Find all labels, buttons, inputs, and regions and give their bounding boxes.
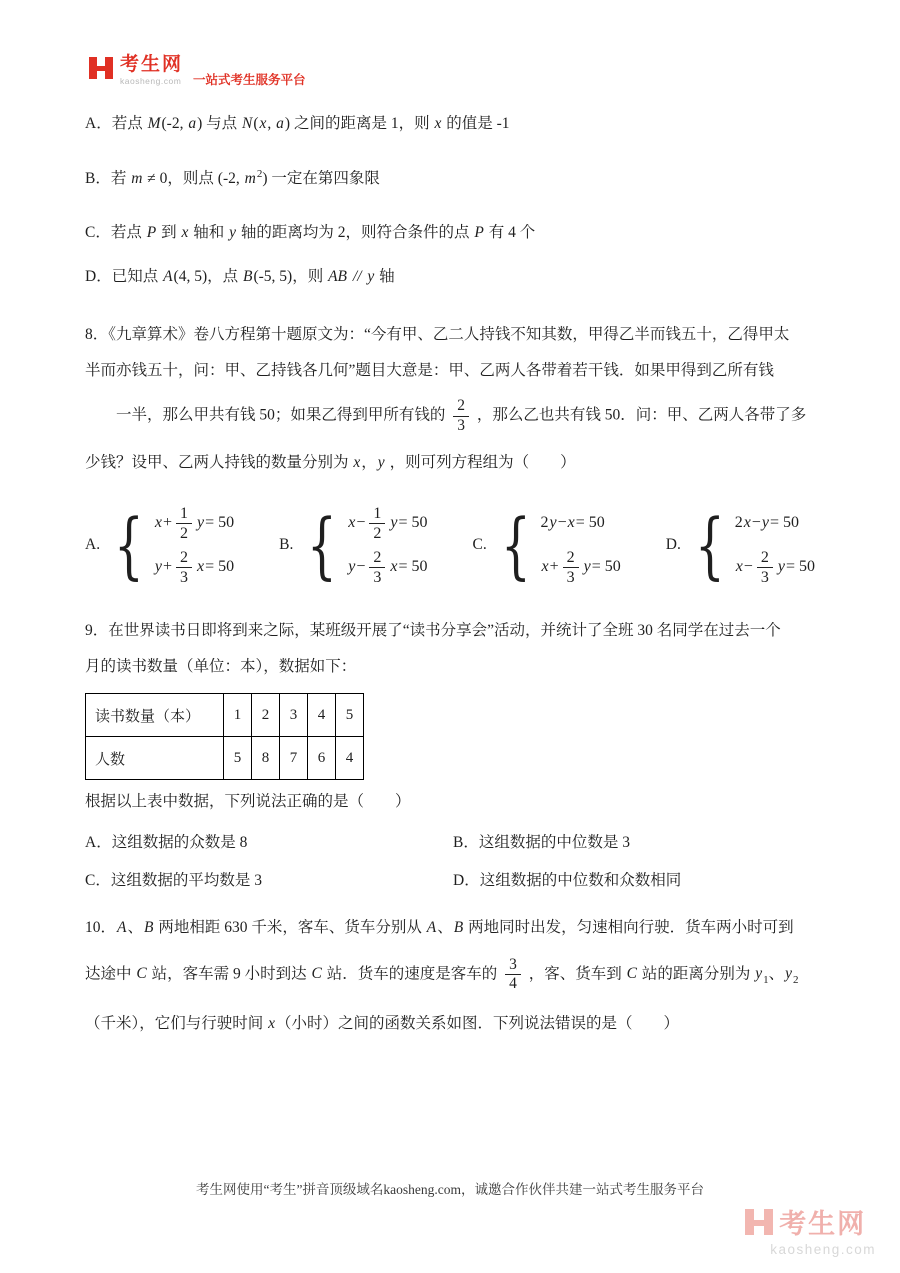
fraction <box>757 548 773 587</box>
math-var: C <box>136 965 147 983</box>
text-run: 9．在世界读书日即将到来之际，某班级开展了“读书分享会”活动，并统计了全班 30 名同学在过去一个 <box>85 622 781 640</box>
brace-icon <box>114 509 144 581</box>
fraction-denominator: 3 <box>566 568 575 586</box>
kaosheng-watermark-icon <box>744 1207 774 1237</box>
math-var: y <box>154 558 162 576</box>
math-var: y <box>761 514 769 532</box>
text-run: − <box>356 514 366 532</box>
option-line-b <box>85 166 815 191</box>
text-run: C．若点 <box>85 224 146 242</box>
text-run: = 50 <box>785 558 815 576</box>
text-run: 的值是 -1 <box>442 115 510 132</box>
fraction-numerator: 2 <box>563 548 579 568</box>
text-run: ) 之间的距离是 1，则 <box>284 115 434 132</box>
option-a: A．这组数据的众数是 8 <box>85 833 248 851</box>
math-var: y <box>229 224 236 242</box>
text-run: 10． <box>85 918 117 936</box>
text-run: = 50 <box>205 514 235 532</box>
subscript: 2 <box>793 973 799 986</box>
text-run: 达途中 <box>85 965 136 983</box>
text-run: 2 <box>734 514 743 532</box>
math-var: y <box>390 514 398 532</box>
question-8-line <box>85 323 815 347</box>
equation-column <box>154 501 234 589</box>
text-run: ) 与点 <box>197 115 241 132</box>
math-var: C <box>311 965 322 983</box>
icon-part <box>105 57 113 79</box>
text-run: 一半，那么甲共有钱 50；如果乙得到甲所有钱的 <box>85 406 450 424</box>
math-var: a <box>276 115 284 132</box>
text-run: ， <box>361 454 377 472</box>
text-run: = 50 <box>769 514 799 532</box>
fraction-numerator: 2 <box>176 548 192 568</box>
equation-column <box>541 501 621 589</box>
math-var: x <box>434 115 442 132</box>
math-var: x <box>567 514 575 532</box>
option-row <box>85 830 815 852</box>
math-var: x <box>154 514 162 532</box>
math-var: x <box>541 558 549 576</box>
text-run: 轴和 <box>189 224 229 242</box>
fraction <box>369 504 385 543</box>
fraction <box>453 397 469 435</box>
math-var: A <box>426 918 437 936</box>
table-cell: 4 <box>336 737 364 780</box>
table-cell: 1 <box>224 694 252 737</box>
table-cell: 5 <box>336 694 364 737</box>
watermark-row <box>744 1202 876 1241</box>
fraction-denominator: 3 <box>180 568 189 586</box>
fraction-denominator: 2 <box>180 524 189 542</box>
fraction <box>369 548 385 587</box>
kaosheng-logo-icon <box>88 55 114 81</box>
text-run: 到 <box>157 224 181 242</box>
math-var: x <box>259 115 267 132</box>
system-label: A. <box>85 536 101 554</box>
fraction-numerator: 2 <box>757 548 773 568</box>
text-run: (-2, <box>161 115 188 132</box>
question-9-prompt: 根据以上表中数据，下列说法正确的是（ ） <box>85 793 411 811</box>
math-var: y <box>348 558 356 576</box>
page-footer: 考生网使用“考生”拼音顶级域名kaosheng.com，诚邀合作伙伴共建一站式考生服务平台 <box>195 1182 705 1197</box>
math-var: A <box>163 268 173 286</box>
text-run: B．若 <box>85 170 131 188</box>
math-var: P <box>146 224 157 242</box>
math-var: y <box>785 965 793 983</box>
text-run: （小时）之间的函数关系如图．下列说法错误的是（ ） <box>276 1014 680 1032</box>
equation-column <box>347 501 427 589</box>
logo-brand: 考生网 <box>120 54 184 75</box>
text-run: ，则可列方程组为（ ） <box>385 454 576 472</box>
text-run: 2 <box>540 514 549 532</box>
table-row <box>86 694 364 737</box>
question-10-line <box>85 956 815 994</box>
text-run: 两地同时出发，匀速相向行驶．货车两小时可到 <box>464 918 794 936</box>
text-run: , <box>267 115 276 132</box>
text-run: ≠ 0，则点 (-2, <box>143 170 244 188</box>
question-10-line <box>85 916 815 940</box>
fraction-denominator: 3 <box>457 416 466 434</box>
system-label: C. <box>472 536 487 554</box>
table-cell: 读书数量（本） <box>86 694 224 737</box>
table-cell: 4 <box>308 694 336 737</box>
math-var: x <box>390 558 398 576</box>
brace-icon <box>501 509 531 581</box>
math-var: y <box>755 965 763 983</box>
text-run: ，那么乙也共有钱 50．问：甲、乙两人各带了多 <box>473 406 807 424</box>
fraction-numerator: 2 <box>369 548 385 568</box>
question-8-line <box>85 359 815 383</box>
table-cell: 人数 <box>86 737 224 780</box>
equation-system-a <box>85 501 234 589</box>
logo-domain: kaosheng.com <box>120 75 182 86</box>
icon-part <box>754 1220 764 1226</box>
brace-icon <box>307 509 337 581</box>
fraction-denominator: 2 <box>373 524 382 542</box>
text-run: = 50 <box>398 514 428 532</box>
math-var: x <box>353 454 361 472</box>
option-b: B．这组数据的中位数是 3 <box>453 833 630 851</box>
math-var: x <box>197 558 205 576</box>
equation-system-b <box>279 501 427 589</box>
math-var: y <box>549 514 557 532</box>
fraction <box>563 548 579 587</box>
icon-part <box>764 1209 773 1235</box>
math-var: y <box>197 514 205 532</box>
question-10-line <box>85 1012 815 1036</box>
fraction <box>505 956 521 994</box>
system-label: B. <box>279 536 294 554</box>
math-var: y <box>367 268 375 286</box>
kaosheng-watermark <box>744 1202 876 1257</box>
math-var: A <box>117 918 127 936</box>
text-run: ，客、货车到 <box>524 965 626 983</box>
fraction-numerator: 2 <box>453 397 469 417</box>
question-8-line <box>85 451 815 475</box>
text-run: 有 4 个 <box>484 224 536 242</box>
text-run: − <box>743 558 753 576</box>
equation <box>735 545 815 589</box>
math-var: x <box>348 514 356 532</box>
text-run: − <box>557 514 567 532</box>
text-run: ( <box>253 115 259 132</box>
equation-system-c <box>472 501 620 589</box>
table-row <box>86 737 364 780</box>
math-var: B <box>453 918 464 936</box>
math-var: N <box>242 115 253 132</box>
option-line-d <box>85 265 815 289</box>
fraction-numerator: 1 <box>369 504 385 524</box>
math-var: y <box>377 454 385 472</box>
math-var: P <box>474 224 484 242</box>
table-cell: 5 <box>224 737 252 780</box>
text-run: D．已知点 <box>85 268 163 286</box>
equation <box>735 501 815 545</box>
text-run: 、 <box>127 918 143 936</box>
table-cell: 3 <box>280 694 308 737</box>
option-c: C．这组数据的平均数是 3 <box>85 871 262 889</box>
math-var: AB <box>328 268 348 286</box>
math-var: a <box>188 115 197 132</box>
math-var: m <box>244 170 256 188</box>
brace-icon <box>695 509 725 581</box>
text-run: 两地相距 630 千米，客车、货车分别从 <box>154 918 426 936</box>
math-var: M <box>147 115 161 132</box>
system-label: D. <box>665 536 681 554</box>
equation <box>347 501 427 545</box>
text-run: 、 <box>437 918 453 936</box>
table-cell: 6 <box>308 737 336 780</box>
math-var: y <box>583 558 591 576</box>
text-run: + <box>549 558 559 576</box>
equation <box>541 545 621 589</box>
logo-text <box>120 55 183 86</box>
text-run: 轴 <box>375 268 395 286</box>
text-run: + <box>163 558 173 576</box>
text-run: 半而亦钱五十，问：甲、乙持钱各几何”题目大意是：甲、乙两人各带着若干钱．如果甲得到乙所有钱 <box>85 362 774 380</box>
text-run: = 50 <box>398 558 428 576</box>
watermark-brand: 考生网 <box>779 1209 867 1239</box>
text-run: = 50 <box>205 558 235 576</box>
text-run: 站．货车的速度是客车的 <box>322 965 502 983</box>
superscript: 2 <box>256 168 263 181</box>
fraction-numerator: 1 <box>176 504 192 524</box>
option-line-c <box>85 221 815 245</box>
table-cell: 8 <box>252 737 280 780</box>
math-var: x <box>181 224 189 242</box>
equation-system-d <box>666 501 815 589</box>
table-cell: 7 <box>280 737 308 780</box>
fraction <box>176 548 192 587</box>
text-run: 站，客车需 9 小时到达 <box>147 965 311 983</box>
text-run: A．若点 <box>85 115 147 132</box>
math-var: C <box>626 965 637 983</box>
math-var: // <box>352 268 362 286</box>
option-row <box>85 868 815 890</box>
text-run: 少钱？设甲、乙两人持钱的数量分别为 <box>85 454 353 472</box>
watermark-domain: kaosheng.com <box>770 1242 876 1257</box>
logo-tagline: 一站式考生服务平台 <box>193 73 306 87</box>
math-var: B <box>243 268 253 286</box>
text-run: 、 <box>768 965 785 983</box>
text-run: 站的距离分别为 <box>637 965 755 983</box>
icon-part <box>745 1209 754 1235</box>
math-var: B <box>144 918 154 936</box>
text-run: ) 一定在第四象限 <box>262 170 380 188</box>
question-8-line <box>85 397 815 435</box>
equation-systems <box>85 501 815 589</box>
text-run: = 50 <box>591 558 621 576</box>
question-9-line <box>85 655 815 679</box>
question-9-line <box>85 619 815 643</box>
option-d: D．这组数据的中位数和众数相同 <box>453 871 682 889</box>
icon-part <box>97 66 105 71</box>
text-run: − <box>751 514 761 532</box>
reading-count-table <box>85 693 364 780</box>
equation <box>541 501 621 545</box>
text-run: （千米），它们与行驶时间 <box>85 1014 268 1032</box>
fraction-denominator: 3 <box>373 568 382 586</box>
equation <box>154 545 234 589</box>
text-run: + <box>163 514 173 532</box>
math-var: m <box>131 170 143 188</box>
math-var: x <box>268 1014 276 1032</box>
fraction-numerator: 3 <box>505 956 521 976</box>
text-run: (-5, 5)，则 <box>253 268 328 286</box>
fraction <box>176 504 192 543</box>
kaosheng-logo <box>88 55 306 88</box>
equation <box>154 501 234 545</box>
equation-column <box>735 501 815 589</box>
fraction-denominator: 4 <box>509 975 517 993</box>
icon-part <box>89 57 97 79</box>
equation <box>347 545 427 589</box>
math-var: x <box>735 558 743 576</box>
text-run: 月的读书数量（单位：本），数据如下： <box>85 658 357 676</box>
math-var: y <box>777 558 785 576</box>
text-run: − <box>356 558 366 576</box>
text-run: 轴的距离均为 2，则符合条件的点 <box>237 224 474 242</box>
text-run: 8．《九章算术》卷八方程第十题原文为：“今有甲、乙二人持钱不知其数，甲得乙半而钱五十，乙得甲太 <box>85 326 790 344</box>
table-cell: 2 <box>252 694 280 737</box>
option-line-a <box>85 112 815 136</box>
math-var: x <box>743 514 751 532</box>
text-run: = 50 <box>575 514 605 532</box>
fraction-denominator: 3 <box>760 568 769 586</box>
subscript: 1 <box>763 973 769 986</box>
text-run: (4, 5)，点 <box>173 268 242 286</box>
